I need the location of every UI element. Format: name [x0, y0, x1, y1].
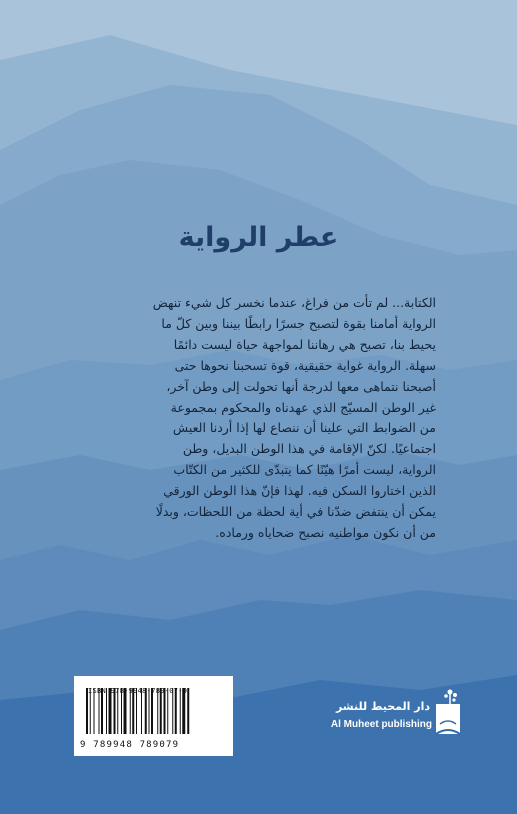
publisher-name-english: Al Muheet publishing	[330, 719, 432, 730]
blurb-text	[84, 293, 436, 544]
blurb-line: الكتابة... لم تأت من فراغ، عندما نخسر كل شيء تنهض	[152, 295, 436, 310]
blurb-line: الذين اختاروا السكن فيه. لهذا فإنّ هذا الوطن الورقي	[163, 483, 436, 499]
publisher-block	[318, 686, 468, 746]
blurb-line: من أن نكون مواطنيه نصبح ضحاياه ورماده.	[215, 524, 436, 540]
isbn-label: ISBN 978-9948-789-07-9	[88, 687, 188, 695]
publisher-name-arabic: دار المحيط للنشر	[335, 700, 430, 713]
blurb-line: الرواية، ليست أمرًا هيّنًا كما يتبدّى للكثير من الكتّاب	[173, 462, 436, 478]
blurb-line: يحيط بنا، تصبح هي رهاننا لمواجهة حياة ليست دائمًا	[173, 336, 436, 352]
blurb-line: يمكن أن ينتفض ضدّنا في أية لحظة من اللحظات، وبدلًا	[155, 504, 436, 520]
barcode-digits: 9 789948 789079	[80, 740, 180, 750]
blurb-line: سهلة. الرواية غواية حقيقية، قوة تسحبنا نحوها حتى	[174, 357, 436, 373]
blurb-line: أصبحنا نتماهى معها لدرجة أنها تحولت إلى وطن آخر،	[166, 378, 436, 394]
blurb-line: غير الوطن المسيّج الذي عهدناه والمحكوم بمجموعة	[170, 399, 436, 415]
blurb-line: اجتماعيًا. لكنّ الإقامة في هذا الوطن البديل، وطن	[182, 441, 436, 457]
blurb-line: الرواية أمامنا بقوة لتصبح جسرًا رابطًا بيننا وبين كلّ ما	[161, 315, 436, 331]
blurb-line: من الضوابط التي علينا أن ننصاع لها إذا أردنا العيش	[172, 420, 436, 436]
publisher-logo-icon	[428, 686, 468, 742]
book-title: عطر الرواية	[178, 222, 339, 253]
